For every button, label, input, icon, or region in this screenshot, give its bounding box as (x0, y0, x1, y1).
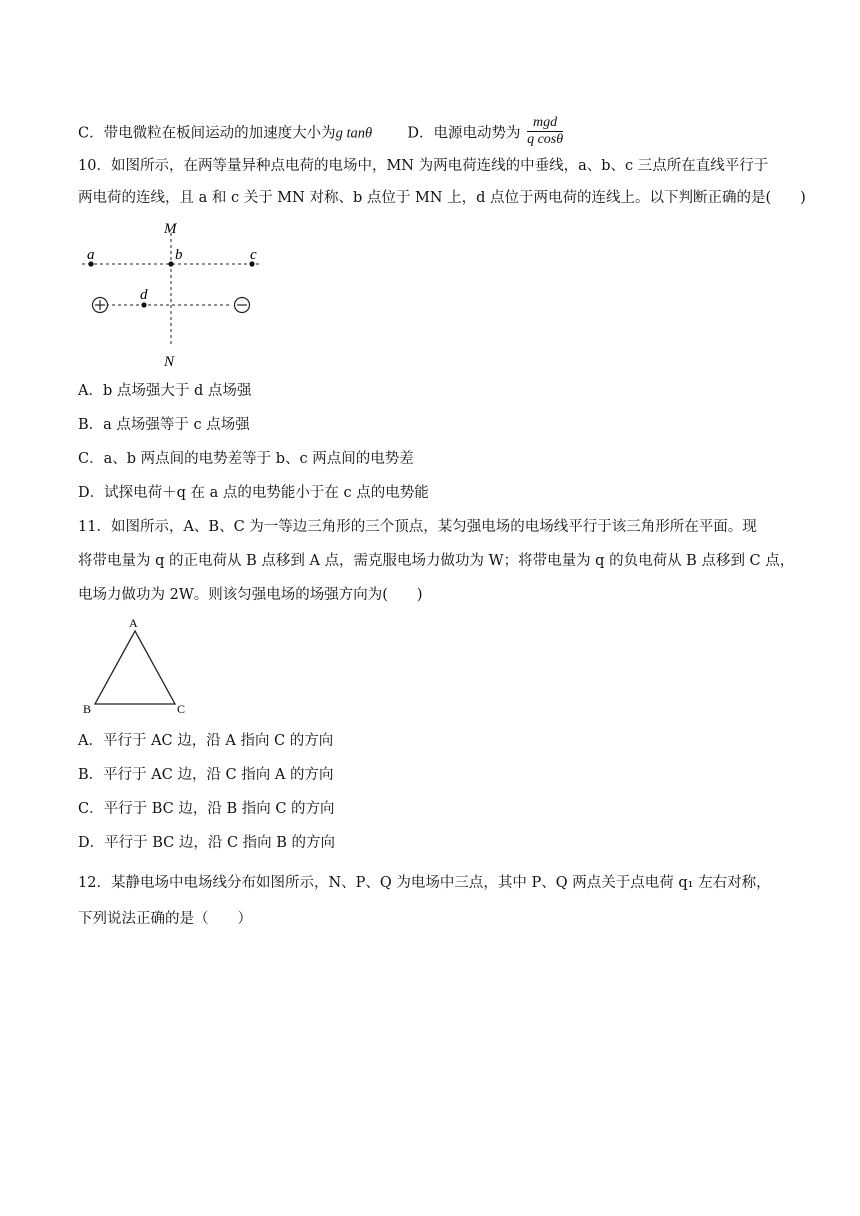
q10-label-a: a (87, 247, 95, 263)
q9-option-d-numerator: mgd (527, 115, 563, 132)
q11-label-c: C (177, 702, 186, 716)
q10-label-n: N (164, 354, 175, 370)
q9-option-d-label: D．电源电动势为 (407, 125, 521, 142)
q10-option-a: A．b 点场强大于 d 点场强 (78, 383, 252, 399)
q9-option-d-fraction (527, 115, 563, 148)
q10-option-c: C．a、b 两点间的电势差等于 b、c 两点间的电势差 (78, 451, 414, 467)
q11-label-a: A (129, 616, 138, 630)
q12-stem-line-2: 下列说法正确的是（ ） (78, 911, 252, 927)
q10-figure (80, 215, 270, 370)
q11-stem-line-2: 将带电量为 q 的正电荷从 B 点移到 A 点，需克服电场力做功为 W；将带电量为 q 的负电荷从 B 点移到 C 点， (78, 553, 795, 569)
q10-stem-line-1: 10．如图所示，在两等量异种点电荷的电场中，MN 为两电荷连线的中垂线，a、b、c 三点所在直线平行于 (78, 158, 769, 174)
q9-option-c-expression: g tanθ (335, 125, 373, 142)
q9-option-d-denominator: q cosθ (527, 132, 564, 147)
q10-negative-charge-icon (235, 298, 250, 313)
q11-label-b: B (83, 702, 92, 716)
q10-option-d: D．试探电荷＋q 在 a 点的电势能小于在 c 点的电势能 (78, 485, 429, 501)
q10-label-c: c (250, 247, 257, 263)
q11-option-c: C．平行于 BC 边，沿 B 指向 C 的方向 (78, 801, 335, 817)
q11-stem-line-3: 电场力做功为 2W。则该匀强电场的场强方向为( ) (78, 587, 423, 603)
q10-label-m: M (164, 221, 177, 237)
q11-stem-line-1: 11．如图所示，A、B、C 为一等边三角形的三个顶点，某匀强电场的电场线平行于该三角形所在平面。现 (78, 519, 757, 535)
q10-positive-charge-icon (93, 298, 108, 313)
q10-point-b (168, 261, 173, 266)
q9-option-c-label: C．带电微粒在板间运动的加速度大小为 (78, 125, 336, 142)
q11-figure (78, 612, 198, 717)
q9-option-row (78, 117, 563, 150)
q11-option-d: D．平行于 BC 边，沿 C 指向 B 的方向 (78, 835, 336, 851)
q10-stem-line-2: 两电荷的连线，且 a 和 c 关于 MN 对称、b 点位于 MN 上，d 点位于两电荷的连线上。以下判断正确的是( ) (78, 190, 806, 206)
q10-label-d: d (140, 287, 148, 303)
q12-stem-line-1: 12．某静电场中电场线分布如图所示，N、P、Q 为电场中三点，其中 P、Q 两点关于点电荷 q₁ 左右对称， (78, 875, 771, 891)
q11-option-b: B．平行于 AC 边，沿 C 指向 A 的方向 (78, 767, 334, 783)
q10-option-b: B．a 点场强等于 c 点场强 (78, 417, 250, 433)
q10-point-d (141, 302, 146, 307)
q10-label-b: b (175, 247, 183, 263)
q11-option-a: A．平行于 AC 边，沿 A 指向 C 的方向 (78, 733, 334, 749)
q11-triangle (95, 631, 175, 704)
